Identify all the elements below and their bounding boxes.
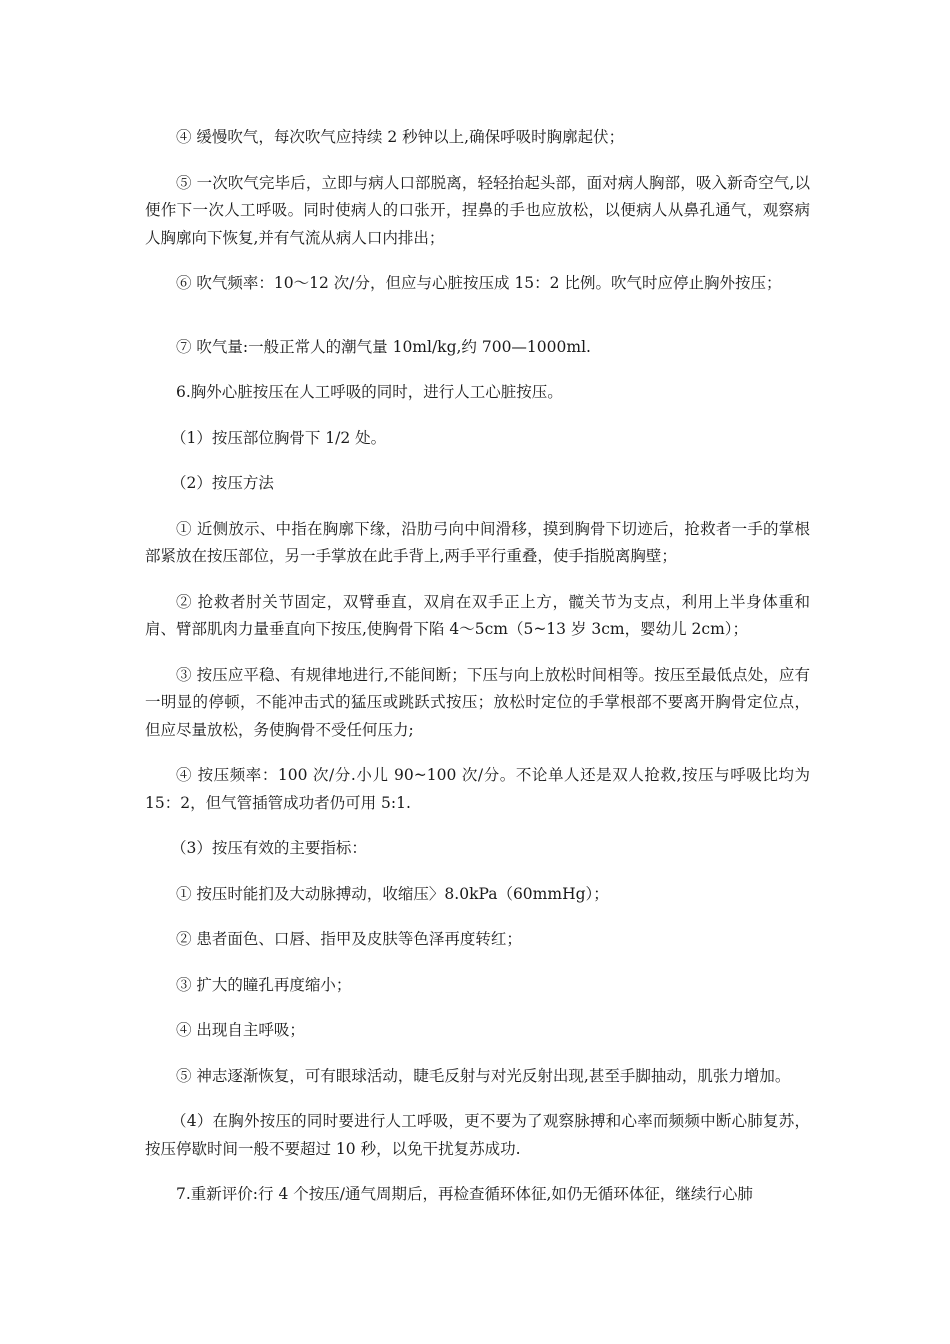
subheading-compression-method: （2）按压方法 bbox=[171, 474, 274, 492]
paragraph-method-2: ② 抢救者肘关节固定，双臂垂直，双肩在双手正上方，髋关节为支点，利用上半身体重和肩、臂部肌肉力量垂直向下按压,使胸骨下陷 4～5cm（5~13 岁 3cm，婴幼儿 2cm）； bbox=[145, 592, 810, 638]
paragraph-indicator-1: ① 按压时能扪及大动脉搏动，收缩压〉8.0kPa（60mmHg）； bbox=[176, 884, 609, 903]
paragraph-method-3: ③ 按压应平稳、有规律地进行,不能间断；下压与向上放松时间相等。按压至最低点处，应有一明显的停顿，不能冲击式的猛压或跳跃式按压；放松时定位的手掌根部不要离开胸骨定位点，但应尽量放松，务使胸骨不受任何压力; bbox=[145, 665, 810, 739]
paragraph-step6-breath-rate: ⑥ 吹气频率：10～12 次/分，但应与心脏按压成 15：2 比例。吹气时应停止胸外按压； bbox=[176, 274, 782, 292]
section-heading-reevaluation: 7.重新评价:行 4 个按压/通气周期后，再检查循环体征,如仍无循环体征，继续行心肺 bbox=[176, 1185, 753, 1203]
subheading-compression-site: （1）按压部位胸骨下 1/2 处。 bbox=[171, 428, 387, 447]
paragraph-method-4: ④ 按压频率：100 次/分.小儿 90~100 次/分。不论单人还是双人抢救,按压与呼吸比均为 15：2，但气管插管成功者仍可用 5:1. bbox=[145, 766, 810, 812]
section-heading-chest-compression: 6.胸外心脏按压在人工呼吸的同时，进行人工心脏按压。 bbox=[176, 383, 563, 401]
paragraph-method-1: ① 近侧放示、中指在胸廓下缘，沿肋弓向中间滑移，摸到胸骨下切迹后，抢救者一手的掌根部紧放在按压部位，另一手掌放在此手背上,两手平行重叠，使手指脱离胸壁； bbox=[145, 519, 810, 565]
paragraph-note-4: （4）在胸外按压的同时要进行人工呼吸，更不要为了观察脉搏和心率而频频中断心肺复苏，按压停歇时间一般不要超过 10 秒，以免干扰复苏成功. bbox=[145, 1112, 810, 1158]
paragraph-step7-breath-volume: ⑦ 吹气量:一般正常人的潮气量 10ml/kg,约 700—1000ml. bbox=[176, 337, 591, 356]
document-body bbox=[145, 124, 810, 1227]
paragraph-indicator-2: ② 患者面色、口唇、指甲及皮肤等色泽再度转红； bbox=[176, 930, 522, 948]
paragraph-step5-after-breath: ⑤ 一次吹气完毕后，立即与病人口部脱离，轻轻抬起头部，面对病人胸部，吸入新奇空气,以便作下一次人工呼吸。同时使病人的口张开，捏鼻的手也应放松，以便病人从鼻孔通气，观察病人胸廓向下恢复,并有气流从病人口内排出； bbox=[145, 173, 810, 247]
subheading-effective-indicators: （3）按压有效的主要指标： bbox=[171, 839, 367, 857]
paragraph-indicator-3: ③ 扩大的瞳孔再度缩小； bbox=[176, 975, 352, 994]
paragraph-step4-slow-breath: ④ 缓慢吹气，每次吹气应持续 2 秒钟以上,确保呼吸时胸廓起伏； bbox=[176, 128, 625, 146]
paragraph-indicator-4: ④ 出现自主呼吸； bbox=[176, 1021, 305, 1039]
paragraph-indicator-5: ⑤ 神志逐渐恢复，可有眼球活动，睫毛反射与对光反射出现,甚至手脚抽动，肌张力增加。 bbox=[176, 1066, 791, 1085]
